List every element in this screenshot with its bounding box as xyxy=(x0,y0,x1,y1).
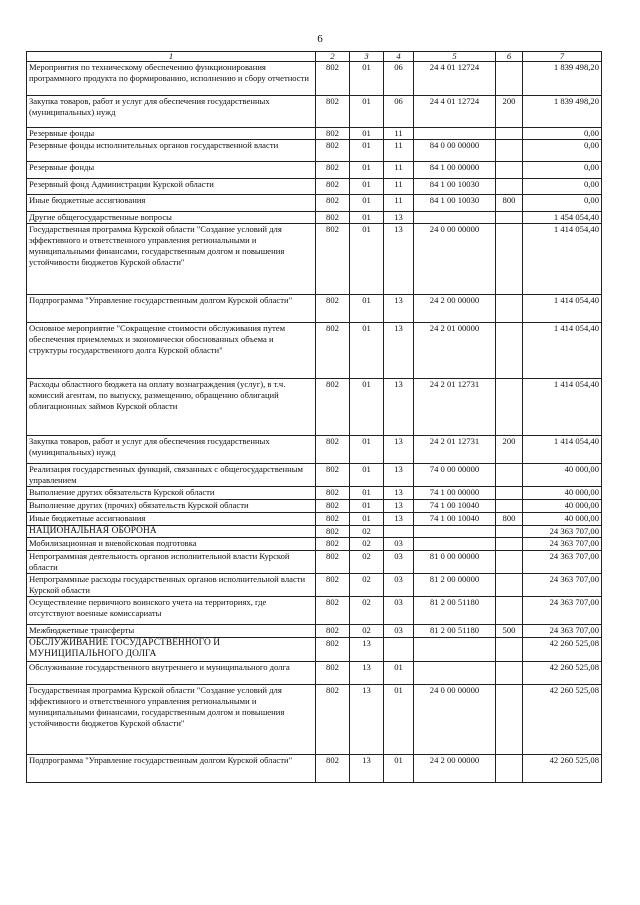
cell-sum: 1 414 054,40 xyxy=(523,323,602,379)
cell-name: Выполнение других (прочих) обязательств Курской области xyxy=(27,500,316,513)
cell-sum: 42 260 525,08 xyxy=(523,755,602,783)
cell-name: Расходы областного бюджета на оплату вознаграждения (услуг), в т.ч. комиссий агентам, по выпуску, размещению, обращению облигаций облигационных займов Курской области xyxy=(27,379,316,436)
cell-rz: 13 xyxy=(350,638,384,662)
table-row xyxy=(27,685,602,755)
cell-pr: 13 xyxy=(384,513,414,526)
column-header: 5 xyxy=(414,52,496,62)
cell-vr xyxy=(496,128,523,140)
cell-grbs: 802 xyxy=(316,551,350,574)
table-row xyxy=(27,96,602,128)
cell-grbs: 802 xyxy=(316,526,350,538)
cell-rz: 01 xyxy=(350,96,384,128)
cell-vr: 200 xyxy=(496,436,523,464)
cell-vr: 800 xyxy=(496,195,523,212)
cell-csr: 74 1 00 10040 xyxy=(414,513,496,526)
cell-csr xyxy=(414,212,496,224)
table-row xyxy=(27,379,602,436)
page-number: 6 xyxy=(317,33,323,45)
cell-name: Подпрограмма "Управление государственным долгом Курской области" xyxy=(27,295,316,323)
cell-vr xyxy=(496,574,523,597)
column-header: 6 xyxy=(496,52,523,62)
cell-name: Мобилизационная и вневойсковая подготовка xyxy=(27,538,316,551)
cell-sum: 40 000,00 xyxy=(523,513,602,526)
cell-grbs: 802 xyxy=(316,638,350,662)
cell-name: Другие общегосударственные вопросы xyxy=(27,212,316,224)
cell-vr xyxy=(496,685,523,755)
cell-sum: 40 000,00 xyxy=(523,464,602,487)
cell-csr: 84 0 00 00000 xyxy=(414,140,496,162)
table-row xyxy=(27,140,602,162)
table-row xyxy=(27,526,602,538)
table-row xyxy=(27,224,602,295)
cell-grbs: 802 xyxy=(316,195,350,212)
cell-name: Резервный фонд Администрации Курской области xyxy=(27,179,316,195)
cell-sum: 42 260 525,08 xyxy=(523,638,602,662)
cell-rz: 01 xyxy=(350,195,384,212)
table-header-row xyxy=(27,52,602,62)
cell-name: НАЦИОНАЛЬНАЯ ОБОРОНА xyxy=(27,526,316,538)
cell-sum: 42 260 525,08 xyxy=(523,662,602,685)
cell-grbs: 802 xyxy=(316,500,350,513)
table-row xyxy=(27,62,602,96)
cell-csr: 81 2 00 00000 xyxy=(414,574,496,597)
table-row xyxy=(27,464,602,487)
cell-sum: 1 414 054,40 xyxy=(523,295,602,323)
cell-grbs: 802 xyxy=(316,179,350,195)
cell-name: Межбюджетные трансферты xyxy=(27,625,316,638)
table-row xyxy=(27,662,602,685)
cell-rz: 01 xyxy=(350,379,384,436)
cell-vr: 800 xyxy=(496,513,523,526)
cell-vr xyxy=(496,464,523,487)
cell-pr: 01 xyxy=(384,662,414,685)
cell-vr xyxy=(496,323,523,379)
column-header: 3 xyxy=(350,52,384,62)
cell-pr: 03 xyxy=(384,597,414,625)
cell-sum: 24 363 707,00 xyxy=(523,538,602,551)
cell-name: ОБСЛУЖИВАНИЕ ГОСУДАРСТВЕННОГО И МУНИЦИПАЛЬНОГО ДОЛГА xyxy=(27,638,316,662)
cell-pr: 13 xyxy=(384,436,414,464)
cell-csr xyxy=(414,128,496,140)
cell-pr: 03 xyxy=(384,574,414,597)
cell-name: Закупка товаров, работ и услуг для обеспечения государственных (муниципальных) нужд xyxy=(27,96,316,128)
cell-grbs: 802 xyxy=(316,96,350,128)
table-row xyxy=(27,295,602,323)
cell-rz: 13 xyxy=(350,685,384,755)
cell-pr: 11 xyxy=(384,162,414,179)
table-row xyxy=(27,574,602,597)
cell-vr: 500 xyxy=(496,625,523,638)
cell-pr: 03 xyxy=(384,625,414,638)
cell-vr xyxy=(496,662,523,685)
table-row xyxy=(27,500,602,513)
cell-sum: 42 260 525,08 xyxy=(523,685,602,755)
cell-rz: 01 xyxy=(350,464,384,487)
cell-rz: 01 xyxy=(350,162,384,179)
cell-pr: 01 xyxy=(384,685,414,755)
cell-name: Закупка товаров, работ и услуг для обеспечения государственных (муниципальных) нужд xyxy=(27,436,316,464)
table-row xyxy=(27,551,602,574)
cell-pr: 13 xyxy=(384,224,414,295)
cell-vr xyxy=(496,179,523,195)
cell-pr: 13 xyxy=(384,295,414,323)
table-row xyxy=(27,597,602,625)
cell-csr: 81 2 00 51180 xyxy=(414,597,496,625)
cell-name: Иные бюджетные ассигнования xyxy=(27,195,316,212)
cell-pr: 01 xyxy=(384,755,414,783)
cell-grbs: 802 xyxy=(316,224,350,295)
cell-csr: 24 2 01 12731 xyxy=(414,379,496,436)
cell-grbs: 802 xyxy=(316,597,350,625)
cell-rz: 01 xyxy=(350,179,384,195)
cell-rz: 01 xyxy=(350,62,384,96)
cell-csr: 74 1 00 00000 xyxy=(414,487,496,500)
cell-grbs: 802 xyxy=(316,755,350,783)
cell-csr: 24 0 00 00000 xyxy=(414,224,496,295)
cell-vr xyxy=(496,487,523,500)
cell-rz: 01 xyxy=(350,487,384,500)
cell-rz: 01 xyxy=(350,295,384,323)
cell-vr xyxy=(496,755,523,783)
cell-grbs: 802 xyxy=(316,464,350,487)
cell-grbs: 802 xyxy=(316,295,350,323)
cell-sum: 40 000,00 xyxy=(523,487,602,500)
cell-name: Резервные фонды xyxy=(27,162,316,179)
cell-grbs: 802 xyxy=(316,62,350,96)
cell-sum: 24 363 707,00 xyxy=(523,597,602,625)
table-row xyxy=(27,179,602,195)
cell-grbs: 802 xyxy=(316,513,350,526)
cell-pr: 13 xyxy=(384,212,414,224)
table-row xyxy=(27,487,602,500)
cell-pr: 03 xyxy=(384,538,414,551)
cell-rz: 01 xyxy=(350,212,384,224)
cell-sum: 1 414 054,40 xyxy=(523,224,602,295)
cell-vr xyxy=(496,295,523,323)
cell-sum: 0,00 xyxy=(523,179,602,195)
cell-name: Выполнение других обязательств Курской области xyxy=(27,487,316,500)
cell-csr: 74 1 00 10040 xyxy=(414,500,496,513)
cell-grbs: 802 xyxy=(316,436,350,464)
cell-name: Реализация государственных функций, связанных с общегосударственным управлением xyxy=(27,464,316,487)
cell-pr: 11 xyxy=(384,128,414,140)
cell-csr: 81 0 00 00000 xyxy=(414,551,496,574)
cell-pr: 06 xyxy=(384,62,414,96)
cell-name: Резервные фонды исполнительных органов государственной власти xyxy=(27,140,316,162)
cell-name: Обслуживание государственного внутреннего и муниципального долга xyxy=(27,662,316,685)
cell-grbs: 802 xyxy=(316,162,350,179)
column-header: 1 xyxy=(27,52,316,62)
cell-rz: 01 xyxy=(350,224,384,295)
column-header: 4 xyxy=(384,52,414,62)
cell-vr xyxy=(496,379,523,436)
cell-csr: 74 0 00 00000 xyxy=(414,464,496,487)
table-row xyxy=(27,195,602,212)
cell-name: Непрограммная деятельность органов исполнительной власти Курской области xyxy=(27,551,316,574)
cell-sum: 24 363 707,00 xyxy=(523,625,602,638)
cell-pr xyxy=(384,526,414,538)
cell-pr: 11 xyxy=(384,179,414,195)
cell-grbs: 802 xyxy=(316,128,350,140)
cell-rz: 02 xyxy=(350,597,384,625)
cell-pr: 06 xyxy=(384,96,414,128)
column-header: 2 xyxy=(316,52,350,62)
cell-rz: 01 xyxy=(350,128,384,140)
cell-csr xyxy=(414,538,496,551)
cell-rz: 01 xyxy=(350,436,384,464)
cell-sum: 24 363 707,00 xyxy=(523,551,602,574)
cell-grbs: 802 xyxy=(316,662,350,685)
cell-sum: 0,00 xyxy=(523,162,602,179)
cell-rz: 02 xyxy=(350,574,384,597)
cell-pr: 13 xyxy=(384,379,414,436)
cell-rz: 01 xyxy=(350,140,384,162)
cell-pr: 13 xyxy=(384,464,414,487)
cell-sum: 1 414 054,40 xyxy=(523,379,602,436)
cell-pr: 13 xyxy=(384,500,414,513)
cell-rz: 13 xyxy=(350,662,384,685)
table-row xyxy=(27,755,602,783)
table-row xyxy=(27,128,602,140)
cell-csr: 24 2 00 00000 xyxy=(414,295,496,323)
cell-pr: 03 xyxy=(384,551,414,574)
cell-grbs: 802 xyxy=(316,487,350,500)
cell-grbs: 802 xyxy=(316,212,350,224)
cell-vr xyxy=(496,62,523,96)
cell-sum: 1 414 054,40 xyxy=(523,436,602,464)
table-row xyxy=(27,625,602,638)
cell-csr: 24 4 01 12724 xyxy=(414,62,496,96)
cell-pr: 11 xyxy=(384,195,414,212)
cell-vr xyxy=(496,140,523,162)
cell-pr: 11 xyxy=(384,140,414,162)
cell-csr: 24 2 01 12731 xyxy=(414,436,496,464)
cell-name: Иные бюджетные ассигнования xyxy=(27,513,316,526)
table-row xyxy=(27,162,602,179)
cell-name: Государственная программа Курской области "Создание условий для эффективного и ответственного управления региональными и муниципальными финансами, государственным долгом и повышения устойчивости бюджетов Курской области" xyxy=(27,224,316,295)
cell-rz: 13 xyxy=(350,755,384,783)
cell-vr xyxy=(496,212,523,224)
cell-csr: 84 1 00 10030 xyxy=(414,195,496,212)
cell-rz: 02 xyxy=(350,551,384,574)
cell-name: Подпрограмма "Управление государственным долгом Курской области" xyxy=(27,755,316,783)
cell-vr xyxy=(496,638,523,662)
table-row xyxy=(27,323,602,379)
cell-csr: 84 1 00 10030 xyxy=(414,179,496,195)
cell-name: Осуществление первичного воинского учета на территориях, где отсутствуют военные комиссариаты xyxy=(27,597,316,625)
cell-csr xyxy=(414,638,496,662)
table-row xyxy=(27,638,602,662)
table-row xyxy=(27,513,602,526)
cell-sum: 24 363 707,00 xyxy=(523,526,602,538)
cell-csr: 81 2 00 51180 xyxy=(414,625,496,638)
cell-csr: 24 4 01 12724 xyxy=(414,96,496,128)
cell-csr: 24 2 01 00000 xyxy=(414,323,496,379)
cell-rz: 01 xyxy=(350,513,384,526)
cell-vr xyxy=(496,538,523,551)
cell-vr xyxy=(496,162,523,179)
cell-grbs: 802 xyxy=(316,140,350,162)
cell-rz: 01 xyxy=(350,323,384,379)
cell-grbs: 802 xyxy=(316,625,350,638)
cell-grbs: 802 xyxy=(316,574,350,597)
cell-grbs: 802 xyxy=(316,685,350,755)
cell-vr xyxy=(496,224,523,295)
cell-rz: 02 xyxy=(350,625,384,638)
cell-pr xyxy=(384,638,414,662)
cell-csr xyxy=(414,526,496,538)
cell-csr xyxy=(414,662,496,685)
cell-grbs: 802 xyxy=(316,379,350,436)
cell-pr: 13 xyxy=(384,323,414,379)
budget-table xyxy=(26,51,602,783)
column-header: 7 xyxy=(523,52,602,62)
cell-csr: 24 0 00 00000 xyxy=(414,685,496,755)
table-row xyxy=(27,538,602,551)
cell-grbs: 802 xyxy=(316,323,350,379)
cell-sum: 0,00 xyxy=(523,128,602,140)
cell-rz: 02 xyxy=(350,538,384,551)
cell-sum: 1 839 498,20 xyxy=(523,62,602,96)
cell-rz: 01 xyxy=(350,500,384,513)
cell-pr: 13 xyxy=(384,487,414,500)
cell-csr: 84 1 00 00000 xyxy=(414,162,496,179)
cell-name: Непрограммные расходы государственных органов исполнительной власти Курской области xyxy=(27,574,316,597)
cell-csr: 24 2 00 00000 xyxy=(414,755,496,783)
cell-sum: 24 363 707,00 xyxy=(523,574,602,597)
cell-name: Государственная программа Курской области "Создание условий для эффективного и ответственного управления региональными и муниципальными финансами, государственным долгом и повышения устойчивости бюджетов Курской области" xyxy=(27,685,316,755)
cell-name: Мероприятия по техническому обеспечению функционирования программного продукта по формированию, исполнению и сбору отчетности xyxy=(27,62,316,96)
table-row xyxy=(27,212,602,224)
table-row xyxy=(27,436,602,464)
cell-sum: 0,00 xyxy=(523,195,602,212)
cell-sum: 1 454 054,40 xyxy=(523,212,602,224)
cell-name: Резервные фонды xyxy=(27,128,316,140)
cell-grbs: 802 xyxy=(316,538,350,551)
cell-sum: 1 839 498,20 xyxy=(523,96,602,128)
cell-name: Основное мероприятие "Сокращение стоимости обслуживания путем обеспечения приемлемых и экономически обоснованных объема и структуры государственного долга Курской области" xyxy=(27,323,316,379)
cell-vr xyxy=(496,551,523,574)
cell-vr: 200 xyxy=(496,96,523,128)
cell-vr xyxy=(496,597,523,625)
cell-sum: 40 000,00 xyxy=(523,500,602,513)
cell-vr xyxy=(496,526,523,538)
cell-rz: 02 xyxy=(350,526,384,538)
cell-vr xyxy=(496,500,523,513)
cell-sum: 0,00 xyxy=(523,140,602,162)
